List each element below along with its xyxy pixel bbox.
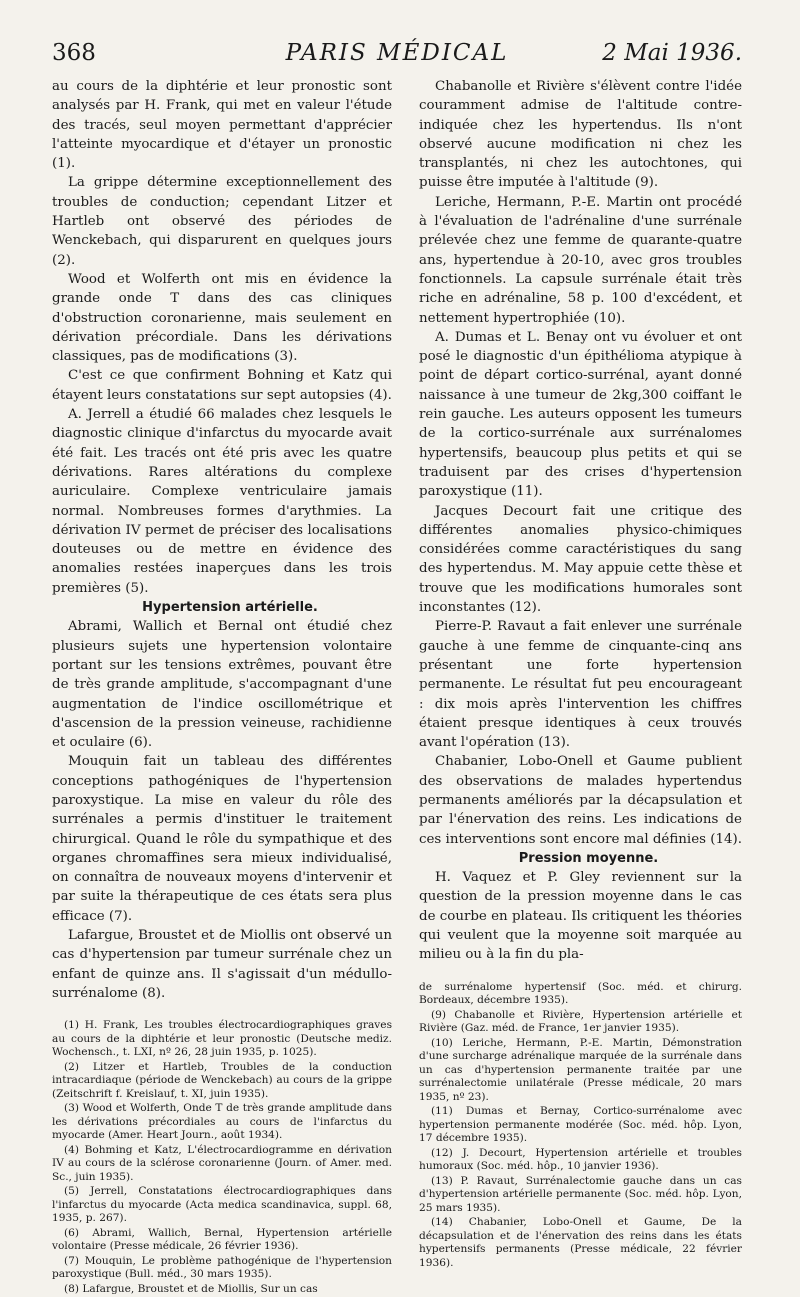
page-header: [52, 40, 742, 70]
footnote: (7) Mouquin, Le problème pathogénique de l'hypertension paroxystique (Bull. méd., 30 mars 1935).: [52, 1254, 392, 1281]
paragraph: C'est ce que confirment Bohning et Katz qui étayent leurs constatations sur sept autopsies (4).: [52, 368, 392, 403]
footnote: de surrénalome hypertensif (Soc. méd. et chirurg. Bordeaux, décembre 1935).: [419, 980, 742, 1007]
footnote: (6) Abrami, Wallich, Bernal, Hypertension artérielle volontaire (Presse médicale, 26 février 1936).: [52, 1226, 392, 1253]
footnote: (10) Leriche, Hermann, P.-E. Martin, Démonstration d'une surcharge adrénalique marquée de la surrénale dans un cas d'hypertension permanente traitée par une surrénalectomie unilatérale (Presse médicale, 20 mars 1935, nº 23).: [419, 1036, 742, 1103]
footnote: (9) Chabanolle et Rivière, Hypertension artérielle et Rivière (Gaz. méd. de France, 1er janvier 1935).: [419, 1008, 742, 1035]
paragraph: Jacques Decourt fait une critique des différentes anomalies physico-chimiques considérées comme caractéristiques du sang des hypertendus. M. May appuie cette thèse et trouve que les modifications humorales sont inconstantes (12).: [419, 503, 742, 616]
footnotes-right: [419, 981, 742, 1271]
paragraph: Wood et Wolferth ont mis en évidence la grande onde T dans des cas cliniques d'obstruction coronarienne, mais seulement en dérivation précordiale. Dans les dérivations classiques, pas de modifications (3).: [52, 271, 392, 365]
paragraph: Chabanolle et Rivière s'élèvent contre l'idée couramment admise de l'altitude contre-indiquée chez les hypertendus. Ils n'ont observé aucune modification ni chez les transplantés, ni chez les autochtones, qui puisse être imputée à l'altitude (9).: [419, 79, 742, 191]
footnote: (2) Litzer et Hartleb, Troubles de la conduction intracardiaque (période de Wenckebach) au cours de la grippe (Zeitschrift f. Kreislauf, t. XI, juin 1935).: [52, 1060, 392, 1100]
page-number: 368: [52, 40, 96, 66]
paragraph: Abrami, Wallich et Bernal ont étudié chez plusieurs sujets une hypertension volontaire portant sur les tensions extrêmes, pouvant être de très grande amplitude, s'accompagnant d'une augmentation de l'indice oscillométrique et d'ascension de la pression veineuse, rachidienne et oculaire (6).: [52, 619, 392, 751]
paragraph: au cours de la diphtérie et leur pronostic sont analysés par H. Frank, qui met en valeur l'étude des tracés, seul moyen permettant d'apprécier l'atteinte myocardique et d'étayer un pronostic (1).: [52, 79, 392, 172]
issue-date: 2 Mai 1936.: [602, 40, 742, 66]
section-heading-hypertension: Hypertension artérielle.: [142, 600, 318, 616]
section-heading-pression-moyenne: Pression moyenne.: [518, 850, 659, 866]
paragraph: Mouquin fait un tableau des différentes conceptions pathogéniques de l'hypertension paroxystique. La mise en valeur du rôle des surrénales a permis d'instituer le traitement chirurgical. Quand le rôle du sympathique et des organes chromaffines sera mieux individualisé, on connaîtra de nouveaux moyens d'intervenir et par suite la thérapeutique de ces états sera plus efficace (7).: [52, 754, 392, 924]
paragraph: H. Vaquez et P. Gley reviennent sur la question de la pression moyenne dans le cas de courbe en plateau. Ils critiquent les théories qui veulent que la moyenne soit marquée au milieu ou à la fin du pla-: [419, 870, 742, 963]
footnote: (8) Lafargue, Broustet et de Miollis, Sur un cas: [64, 1282, 318, 1295]
paragraph: A. Jerrell a étudié 66 malades chez lesquels le diagnostic clinique d'infarctus du myocarde avait été fait. Les tracés ont été pris avec les quatre dérivations. Rares altérations du complexe auriculaire. Complexe ventriculaire jamais normal. Nombreuses formes d'arythmies. La dérivation IV permet de préciser des localisations douteuses ou de mettre en évidence des anomalies restées inaperçues dans les trois premières (5).: [52, 407, 392, 596]
footnote: (12) J. Decourt, Hypertension artérielle et troubles humoraux (Soc. méd. hôp., 10 janvier 1936).: [419, 1146, 742, 1173]
right-column: [419, 77, 742, 1271]
paragraph: La grippe détermine exceptionnellement des troubles de conduction; cependant Litzer et Hartleb ont observé des périodes de Wenckebach, qui disparurent en quelques jours (2).: [52, 175, 392, 268]
footnote: (5) Jerrell, Constatations électrocardiographiques dans l'infarctus du myocarde (Acta medica scandinavica, suppl. 68, 1935, p. 267).: [52, 1185, 392, 1225]
paragraph: Leriche, Hermann, P.-E. Martin ont procédé à l'évaluation de l'adrénaline d'une surrénale prélevée chez une femme de quarante-quatre ans, hypertendue à 20-10, avec gros troubles fonctionnels. La capsule surrénale était très riche en adrénaline, 58 p. 100 d'excédent, et nettement hypertrophiée (10).: [419, 194, 742, 326]
footnote: (1) H. Frank, Les troubles électrocardiographiques graves au cours de la diphtérie et leur pronostic (Deutsche mediz. Wochensch., t. LXI, nº 26, 28 juin 1935, p. 1025).: [52, 1019, 392, 1059]
footnote: (3) Wood et Wolferth, Onde T de très grande amplitude dans les dérivations précordiales au cours de l'infarctus du myocarde (Amer. Heart Journ., août 1934).: [52, 1102, 392, 1142]
footnote: (11) Dumas et Bernay, Cortico-surrénalome avec hypertension permanente modérée (Soc. méd. hôp. Lyon, 17 décembre 1935).: [419, 1105, 742, 1145]
paragraph: Pierre-P. Ravaut a fait enlever une surrénale gauche à une femme de cinquante-cinq ans présentant une forte hypertension permanente. Le résultat fut peu encourageant : dix mois après l'intervention les chiffres étaient presque identiques à ceux trouvés avant l'opération (13).: [419, 619, 742, 751]
journal-title: PARIS MÉDICAL: [285, 40, 509, 66]
paragraph: A. Dumas et L. Benay ont vu évoluer et ont posé le diagnostic d'un épithélioma atypique à point de départ cortico-surrénal, ayant donné naissance à une tumeur de 2kg,300 coiffant le rein gauche. Les auteurs opposent les tumeurs de la cortico-surrénale aux surrénalomes hypertensifs, beaucoup plus petits et qui se traduisent par des crises d'hypertension paroxystique (11).: [419, 329, 742, 500]
footnote: (4) Bohming et Katz, L'électrocardiogramme en dérivation IV au cours de la sclérose coronarienne (Journ. of Amer. med. Sc., juin 1935).: [52, 1143, 392, 1183]
footnotes-left: [52, 1019, 392, 1296]
paragraph: Chabanier, Lobo-Onell et Gaume publient des observations de malades hypertendus permanents améliorés par la décapsulation et par l'énervation des reins. Les indications de ces interventions sont encore mal définies (14).: [419, 754, 742, 847]
footnote: (14) Chabanier, Lobo-Onell et Gaume, De la décapsulation et de l'énervation des reins dans les états hypertensifs permanents (Presse médicale, 22 février 1936).: [419, 1216, 742, 1269]
paragraph: Lafargue, Broustet et de Miollis ont observé un cas d'hypertension par tumeur surrénale chez un enfant de quinze ans. Il s'agissait d'un médullo-surrénalome (8).: [52, 928, 392, 1001]
footnote: (13) P. Ravaut, Surrénalectomie gauche dans un cas d'hypertension artérielle permanente (Soc. méd. hôp. Lyon, 25 mars 1935).: [419, 1174, 742, 1214]
left-column: [52, 77, 392, 1297]
